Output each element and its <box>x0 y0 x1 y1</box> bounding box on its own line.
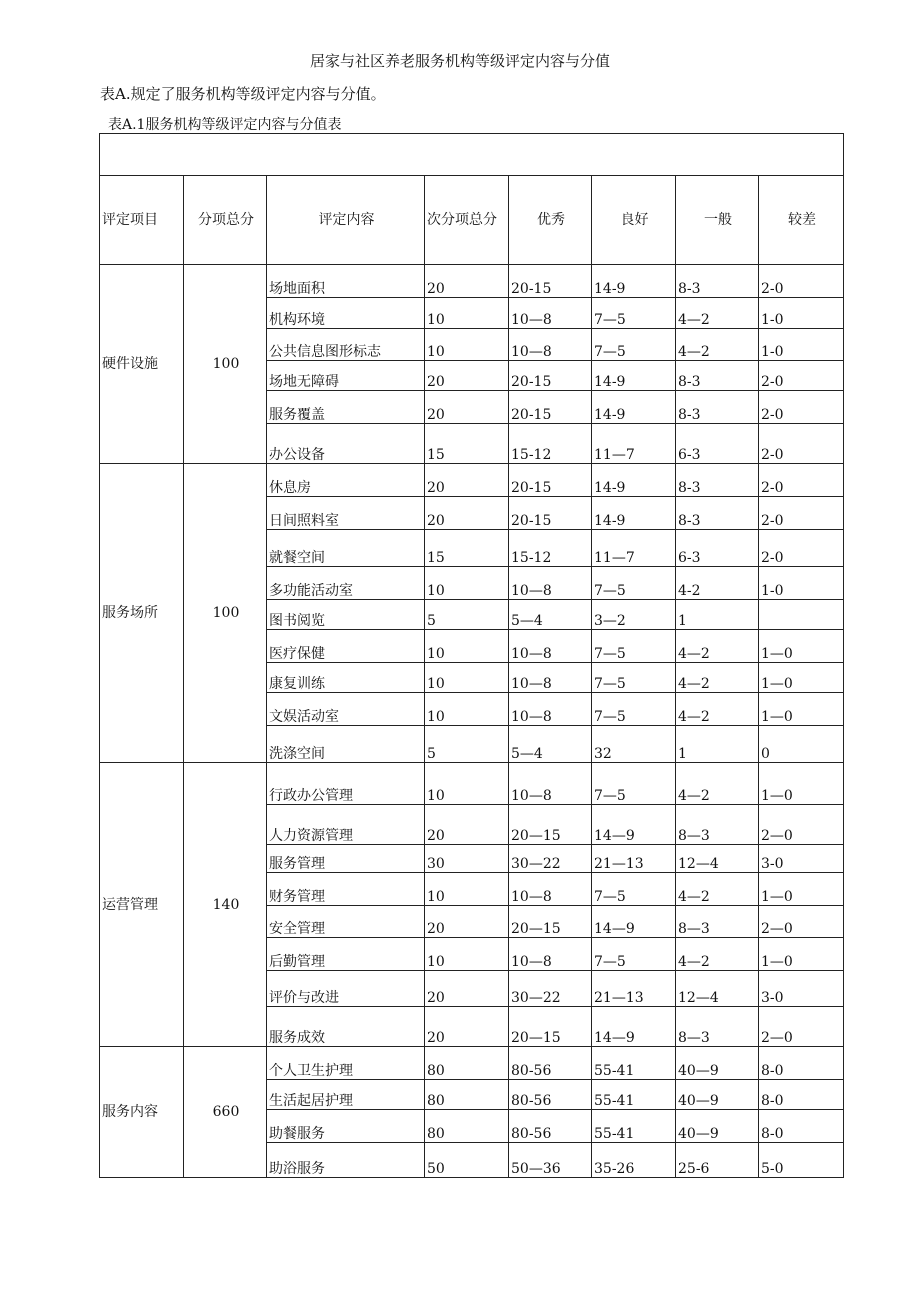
cell-poor: 1-0 <box>759 298 844 329</box>
cell-good: 11—7 <box>592 530 676 567</box>
cell-excellent: 20-15 <box>509 265 592 298</box>
cell-good: 14-9 <box>592 391 676 424</box>
header-excellent: 优秀 <box>509 176 592 265</box>
cell-sub-total: 10 <box>425 873 509 906</box>
cell-average: 40—9 <box>676 1110 759 1143</box>
cell-poor: 2—0 <box>759 1007 844 1047</box>
cell-good: 35-26 <box>592 1143 676 1178</box>
cell-sub-total: 20 <box>425 1007 509 1047</box>
cell-sub-total: 20 <box>425 906 509 938</box>
cell-poor: 8-0 <box>759 1080 844 1110</box>
cell-sub-total: 20 <box>425 265 509 298</box>
cell-excellent: 10—8 <box>509 630 592 663</box>
cell-excellent: 10—8 <box>509 938 592 971</box>
cell-poor: 1-0 <box>759 567 844 600</box>
cell-average: 8-3 <box>676 361 759 391</box>
cell-sub-total: 10 <box>425 298 509 329</box>
cell-good: 14—9 <box>592 805 676 845</box>
cell-good: 14-9 <box>592 497 676 530</box>
table-body <box>100 134 844 1178</box>
cell-sub-total: 30 <box>425 845 509 873</box>
header-good: 良好 <box>592 176 676 265</box>
cell-average: 6-3 <box>676 424 759 464</box>
cell-poor: 1—0 <box>759 873 844 906</box>
cell-content: 场地面积 <box>267 265 425 298</box>
header-poor: 较差 <box>759 176 844 265</box>
cell-sub-total: 10 <box>425 693 509 726</box>
cell-sub-total: 15 <box>425 530 509 567</box>
cell-content: 场地无障碍 <box>267 361 425 391</box>
cell-poor: 1—0 <box>759 693 844 726</box>
cell-good: 7—5 <box>592 329 676 361</box>
cell-content: 多功能活动室 <box>267 567 425 600</box>
cell-good: 7—5 <box>592 567 676 600</box>
cell-average: 12—4 <box>676 845 759 873</box>
cell-excellent: 10—8 <box>509 873 592 906</box>
cell-content: 服务成效 <box>267 1007 425 1047</box>
header-sub-subtotal: 次分项总分 <box>425 176 509 265</box>
cell-excellent: 15-12 <box>509 424 592 464</box>
cell-sub-total: 20 <box>425 464 509 497</box>
cell-poor: 2-0 <box>759 424 844 464</box>
cell-good: 55-41 <box>592 1110 676 1143</box>
cell-average: 1 <box>676 726 759 763</box>
cell-content: 医疗保健 <box>267 630 425 663</box>
cell-excellent: 20-15 <box>509 361 592 391</box>
cell-excellent: 10—8 <box>509 763 592 805</box>
cell-excellent: 20-15 <box>509 497 592 530</box>
cell-excellent: 5—4 <box>509 600 592 630</box>
cell-excellent: 80-56 <box>509 1110 592 1143</box>
cell-excellent: 20—15 <box>509 906 592 938</box>
cell-poor: 2-0 <box>759 464 844 497</box>
cell-poor: 3-0 <box>759 845 844 873</box>
cell-good: 55-41 <box>592 1080 676 1110</box>
cell-average: 8-3 <box>676 497 759 530</box>
cell-average: 6-3 <box>676 530 759 567</box>
cell-sub-total: 10 <box>425 567 509 600</box>
table-row <box>100 763 844 805</box>
cell-sub-total: 5 <box>425 726 509 763</box>
cell-content: 人力资源管理 <box>267 805 425 845</box>
cell-content: 助餐服务 <box>267 1110 425 1143</box>
cell-sub-total: 10 <box>425 329 509 361</box>
cell-average: 4—2 <box>676 298 759 329</box>
cell-sub-total: 20 <box>425 971 509 1007</box>
cell-excellent: 80-56 <box>509 1080 592 1110</box>
cell-average: 4-2 <box>676 567 759 600</box>
cell-good: 14-9 <box>592 361 676 391</box>
cell-sub-total: 20 <box>425 361 509 391</box>
cell-content: 洗涤空间 <box>267 726 425 763</box>
cell-good: 7—5 <box>592 663 676 693</box>
table-row <box>100 1047 844 1080</box>
cell-excellent: 20—15 <box>509 805 592 845</box>
header-average: 一般 <box>676 176 759 265</box>
cell-content: 助浴服务 <box>267 1143 425 1178</box>
cell-content: 后勤管理 <box>267 938 425 971</box>
table-row <box>100 265 844 298</box>
cell-poor: 2-0 <box>759 361 844 391</box>
cell-average: 40—9 <box>676 1080 759 1110</box>
cell-excellent: 20-15 <box>509 391 592 424</box>
cell-sub-total: 5 <box>425 600 509 630</box>
cell-sub-total: 10 <box>425 763 509 805</box>
header-row <box>100 176 844 265</box>
cell-sub-total: 10 <box>425 938 509 971</box>
cell-good: 14-9 <box>592 464 676 497</box>
cell-average: 8-3 <box>676 464 759 497</box>
cell-poor: 1-0 <box>759 329 844 361</box>
cell-excellent: 30—22 <box>509 845 592 873</box>
evaluation-table <box>99 133 844 1178</box>
cell-average: 4—2 <box>676 663 759 693</box>
cell-average: 4—2 <box>676 938 759 971</box>
cell-content: 生活起居护理 <box>267 1080 425 1110</box>
cell-average: 8-3 <box>676 265 759 298</box>
cell-average: 40—9 <box>676 1047 759 1080</box>
group-name: 硬件设施 <box>100 265 184 464</box>
cell-content: 评价与改进 <box>267 971 425 1007</box>
cell-average: 4—2 <box>676 329 759 361</box>
cell-excellent: 5—4 <box>509 726 592 763</box>
cell-excellent: 80-56 <box>509 1047 592 1080</box>
cell-content: 康复训练 <box>267 663 425 693</box>
group-total: 100 <box>184 464 267 763</box>
cell-sub-total: 20 <box>425 805 509 845</box>
cell-good: 7—5 <box>592 298 676 329</box>
cell-poor: 5-0 <box>759 1143 844 1178</box>
cell-average: 8—3 <box>676 805 759 845</box>
cell-average: 8-3 <box>676 391 759 424</box>
cell-excellent: 30—22 <box>509 971 592 1007</box>
cell-sub-total: 15 <box>425 424 509 464</box>
cell-poor <box>759 600 844 630</box>
cell-poor: 1—0 <box>759 663 844 693</box>
cell-average: 1 <box>676 600 759 630</box>
cell-poor: 8-0 <box>759 1047 844 1080</box>
cell-sub-total: 80 <box>425 1080 509 1110</box>
group-name: 运营管理 <box>100 763 184 1047</box>
cell-poor: 2-0 <box>759 265 844 298</box>
cell-content: 办公设备 <box>267 424 425 464</box>
cell-average: 4—2 <box>676 693 759 726</box>
cell-sub-total: 10 <box>425 630 509 663</box>
cell-good: 7—5 <box>592 693 676 726</box>
cell-sub-total: 80 <box>425 1110 509 1143</box>
cell-content: 公共信息图形标志 <box>267 329 425 361</box>
cell-sub-total: 20 <box>425 497 509 530</box>
cell-good: 14—9 <box>592 1007 676 1047</box>
blank-row <box>100 134 844 176</box>
cell-content: 文娱活动室 <box>267 693 425 726</box>
cell-content: 服务覆盖 <box>267 391 425 424</box>
cell-good: 32 <box>592 726 676 763</box>
cell-excellent: 20—15 <box>509 1007 592 1047</box>
cell-content: 日间照料室 <box>267 497 425 530</box>
cell-average: 25-6 <box>676 1143 759 1178</box>
cell-average: 8—3 <box>676 906 759 938</box>
header-subtotal: 分项总分 <box>184 176 267 265</box>
cell-poor: 2-0 <box>759 391 844 424</box>
blank-cell <box>100 134 844 176</box>
table-row <box>100 464 844 497</box>
cell-good: 11—7 <box>592 424 676 464</box>
document-title: 居家与社区养老服务机构等级评定内容与分值 <box>309 52 610 70</box>
group-total: 100 <box>184 265 267 464</box>
cell-average: 8—3 <box>676 1007 759 1047</box>
cell-sub-total: 20 <box>425 391 509 424</box>
cell-content: 财务管理 <box>267 873 425 906</box>
cell-content: 机构环境 <box>267 298 425 329</box>
cell-content: 图书阅览 <box>267 600 425 630</box>
cell-excellent: 20-15 <box>509 464 592 497</box>
cell-poor: 2—0 <box>759 805 844 845</box>
cell-average: 4—2 <box>676 630 759 663</box>
cell-good: 7—5 <box>592 938 676 971</box>
cell-average: 4—2 <box>676 763 759 805</box>
cell-excellent: 10—8 <box>509 663 592 693</box>
cell-poor: 1—0 <box>759 630 844 663</box>
group-name: 服务内容 <box>100 1047 184 1178</box>
table-caption: 表A.1服务机构等级评定内容与分值表 <box>108 117 342 133</box>
cell-good: 21—13 <box>592 971 676 1007</box>
cell-content: 休息房 <box>267 464 425 497</box>
cell-excellent: 15-12 <box>509 530 592 567</box>
cell-good: 21—13 <box>592 845 676 873</box>
header-content: 评定内容 <box>267 176 425 265</box>
cell-poor: 2-0 <box>759 530 844 567</box>
cell-average: 12—4 <box>676 971 759 1007</box>
cell-content: 个人卫生护理 <box>267 1047 425 1080</box>
cell-excellent: 50—36 <box>509 1143 592 1178</box>
group-total: 660 <box>184 1047 267 1178</box>
cell-poor: 8-0 <box>759 1110 844 1143</box>
group-name: 服务场所 <box>100 464 184 763</box>
cell-sub-total: 50 <box>425 1143 509 1178</box>
cell-poor: 2-0 <box>759 497 844 530</box>
intro-text: 表A.规定了服务机构等级评定内容与分值。 <box>100 85 386 103</box>
cell-excellent: 10—8 <box>509 567 592 600</box>
cell-poor: 2—0 <box>759 906 844 938</box>
cell-content: 服务管理 <box>267 845 425 873</box>
cell-good: 3—2 <box>592 600 676 630</box>
header-item: 评定项目 <box>100 176 184 265</box>
cell-excellent: 10—8 <box>509 329 592 361</box>
cell-content: 行政办公管理 <box>267 763 425 805</box>
cell-poor: 1—0 <box>759 938 844 971</box>
cell-good: 7—5 <box>592 763 676 805</box>
cell-excellent: 10—8 <box>509 298 592 329</box>
cell-good: 14-9 <box>592 265 676 298</box>
cell-poor: 0 <box>759 726 844 763</box>
group-total: 140 <box>184 763 267 1047</box>
cell-poor: 1—0 <box>759 763 844 805</box>
cell-excellent: 10—8 <box>509 693 592 726</box>
cell-good: 14—9 <box>592 906 676 938</box>
cell-average: 4—2 <box>676 873 759 906</box>
cell-sub-total: 10 <box>425 663 509 693</box>
cell-sub-total: 80 <box>425 1047 509 1080</box>
cell-poor: 3-0 <box>759 971 844 1007</box>
cell-good: 7—5 <box>592 630 676 663</box>
cell-good: 7—5 <box>592 873 676 906</box>
cell-good: 55-41 <box>592 1047 676 1080</box>
cell-content: 就餐空间 <box>267 530 425 567</box>
cell-content: 安全管理 <box>267 906 425 938</box>
